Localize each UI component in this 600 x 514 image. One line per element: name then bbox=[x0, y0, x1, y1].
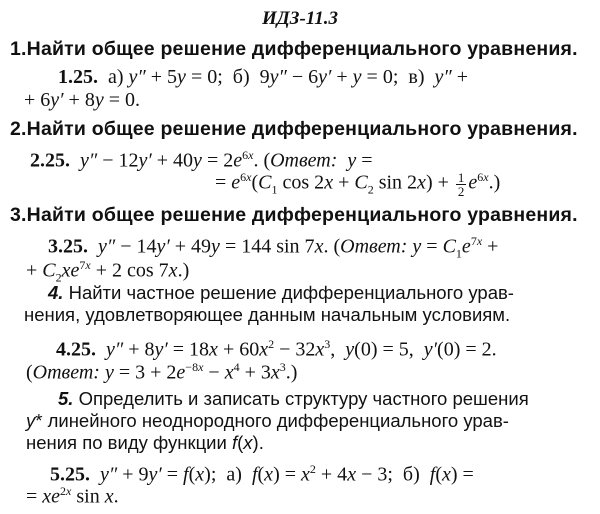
problem-5-line-2: = $xe^{2x}$ sin x. bbox=[26, 484, 119, 508]
problem-1-line-2: + 6y′ + 8y = 0. bbox=[24, 89, 140, 111]
doc-title: ИДЗ-11.3 bbox=[262, 8, 338, 29]
problem-5-line-1: 5.25. y″ + 9y′ = f(x); а) $f(x) = x^2 + 4x - 3$; б) f(x) = bbox=[50, 462, 474, 486]
heading-2: 2.Найти общее решение дифференциального уравнения. bbox=[10, 118, 578, 140]
problem-3-number: 3.25. bbox=[48, 235, 88, 258]
problem-2-line-2: = $e^{6x}(C_1$ $\cos 2x + C_2$ sin 2x) + $\frac{1}{2}$ $e^{6x}$.) bbox=[215, 169, 501, 199]
heading-4-line-1 bbox=[48, 282, 514, 304]
problem-4-line-2: (Ответ: $y = 3 + 2e^{-8x} - x^4 + 3x^3$.) bbox=[26, 360, 298, 384]
heading-1: 1.Найти общее решение дифференциального уравнения. bbox=[10, 38, 578, 60]
heading-4-number: 4. bbox=[48, 282, 64, 303]
problem-4-number: 4.25. bbox=[56, 338, 96, 361]
problem-2-line-1: 2.25. $y'' - 12y' + 40y = 2e^{6x}$. (Ответ: y = bbox=[30, 148, 373, 172]
heading-4-line-2: нения, удовлетворяющее данным начальным условиям. bbox=[24, 304, 511, 325]
heading-5-text: Определить и записать структуру частного решения bbox=[78, 388, 529, 409]
heading-5-line-1 bbox=[58, 388, 529, 410]
problem-3-line-2: + $C_2xe^{7x} + 2$ cos 7x.) bbox=[26, 258, 190, 285]
heading-5-number: 5. bbox=[58, 388, 74, 409]
problem-3-line-1: 3.25. y″ − 14y′ + 49y = 144 sin 7x. (Ответ: $y = C_1e^{7x}$ + bbox=[48, 234, 499, 261]
problem-1-line-1: 1.25. а) y″ + 5y = 0; б) 9y″ − 6y′ + y = 0; в) y″ + bbox=[58, 66, 468, 88]
heading-5-line-2: y* линейного неоднородного дифференциального урав- bbox=[26, 410, 509, 431]
problem-2-number: 2.25. bbox=[30, 149, 70, 172]
problem-5-number: 5.25. bbox=[50, 463, 90, 486]
heading-5-line-3: нения по виду функции f(x). bbox=[26, 432, 264, 453]
heading-4-text: Найти частное решение дифференциального урав- bbox=[68, 282, 514, 303]
problem-4-line-1: 4.25. $y'' + 8y' = 18x + 60x^2 - 32x^3$, y(0) = 5, y′(0) = 2. bbox=[56, 337, 497, 361]
heading-3: 3.Найти общее решение дифференциального уравнения. bbox=[10, 204, 578, 226]
problem-1-number: 1.25. bbox=[58, 66, 98, 88]
